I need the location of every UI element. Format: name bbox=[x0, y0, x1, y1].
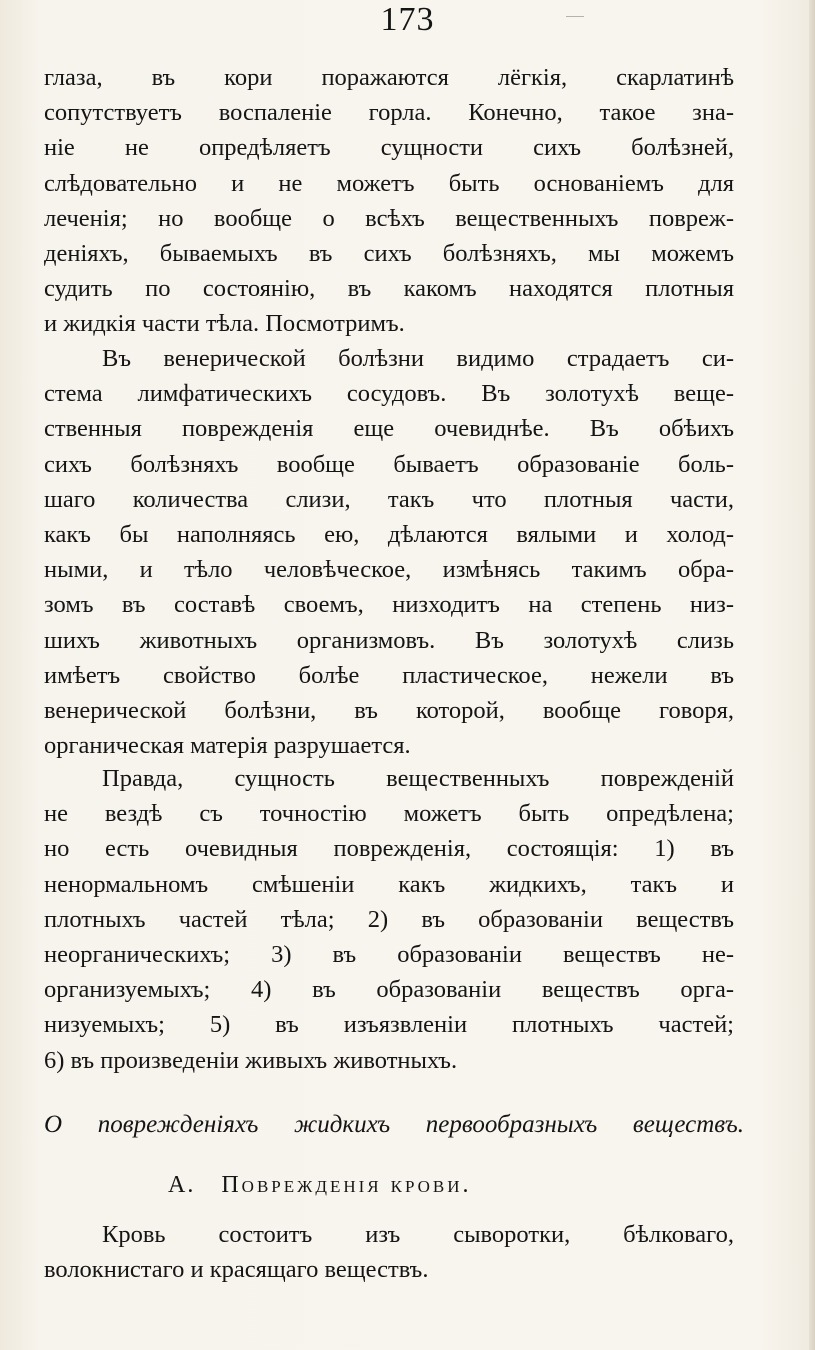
section-heading: О поврежденіяхъ жидкихъ первообразныхъ веществъ. bbox=[44, 1111, 744, 1138]
paragraph-1 bbox=[44, 60, 734, 342]
subheading-letter: А. bbox=[168, 1172, 196, 1198]
text-line: сихъ болѣзняхъ вообще бываетъ образованіе боль- bbox=[44, 450, 734, 478]
text-line: волокнистаго и красящаго веществъ. bbox=[44, 1256, 429, 1284]
text-line: 6) въ произведеніи живыхъ животныхъ. bbox=[44, 1046, 458, 1074]
text-line: какъ бы наполняясь ею, дѣлаются вялыми и холод- bbox=[44, 520, 734, 548]
text-line: но есть очевидныя поврежденія, состоящія: 1) въ bbox=[44, 835, 734, 863]
text-line: сопутствуетъ воспаленіе горла. Конечно, такое зна- bbox=[44, 99, 734, 127]
text-line: судить по состоянію, въ какомъ находятся плотныя bbox=[44, 275, 734, 303]
text-line: ніе не опредѣляетъ сущности сихъ болѣзней, bbox=[44, 134, 734, 162]
text-line: леченія; но вообще о всѣхъ вещественныхъ повреж- bbox=[44, 204, 734, 232]
text-line: имѣетъ свойство болѣе пластическое, нежели въ bbox=[44, 661, 734, 689]
text-line: венерической болѣзни, въ которой, вообще говоря, bbox=[44, 696, 734, 724]
text-line: низуемыхъ; 5) въ изъязвленіи плотныхъ частей; bbox=[44, 1011, 734, 1039]
text-line: Въ венерической болѣзни видимо страдаетъ си- bbox=[102, 345, 734, 372]
text-line: плотныхъ частей тѣла; 2) въ образованіи веществъ bbox=[44, 905, 734, 933]
text-line: деніяхъ, бываемыхъ въ сихъ болѣзняхъ, мы можемъ bbox=[44, 239, 734, 267]
text-line: стема лимфатическихъ сосудовъ. Въ золотухѣ веще- bbox=[44, 380, 734, 408]
paragraph-4 bbox=[44, 1217, 734, 1287]
text-line: Кровь состоитъ изъ сыворотки, бѣлковаго, bbox=[102, 1221, 734, 1248]
text-line: ненормальномъ смѣшеніи какъ жидкихъ, такъ и bbox=[44, 870, 734, 898]
text-line: глаза, въ кори поражаются лёгкія, скарлатинѣ bbox=[44, 64, 734, 91]
text-line: и жидкія части тѣла. Посмотримъ. bbox=[44, 310, 405, 338]
subheading-title: Поврежденія крови. bbox=[221, 1172, 472, 1198]
text-line: не вездѣ съ точностію можетъ быть опредѣлена; bbox=[44, 800, 734, 828]
page-edge bbox=[809, 0, 815, 1350]
text-line: ными, и тѣло человѣческое, измѣнясь такимъ обра- bbox=[44, 556, 734, 584]
text-line: организуемыхъ; 4) въ образованіи веществъ орга- bbox=[44, 976, 734, 1004]
text-line: неорганическихъ; 3) въ образованіи веществъ не- bbox=[44, 940, 734, 968]
text-line: зомъ въ составѣ своемъ, низходитъ на степень низ- bbox=[44, 591, 734, 619]
page-number: 173 bbox=[380, 1, 435, 38]
text-line: Правда, сущность вещественныхъ поврежденій bbox=[102, 765, 734, 792]
paragraph-2 bbox=[44, 341, 734, 763]
text-line: шаго количества слизи, такъ что плотныя части, bbox=[44, 485, 734, 513]
text-line: органическая матерія разрушается. bbox=[44, 732, 411, 760]
text-line: ственныя поврежденія еще очевиднѣе. Въ обѣихъ bbox=[44, 415, 734, 443]
text-line: слѣдовательно и не можетъ быть основаніемъ для bbox=[44, 169, 734, 197]
text-line: шихъ животныхъ организмовъ. Въ золотухѣ слизь bbox=[44, 626, 734, 654]
paragraph-3 bbox=[44, 761, 734, 1078]
subheading bbox=[168, 1170, 472, 1200]
